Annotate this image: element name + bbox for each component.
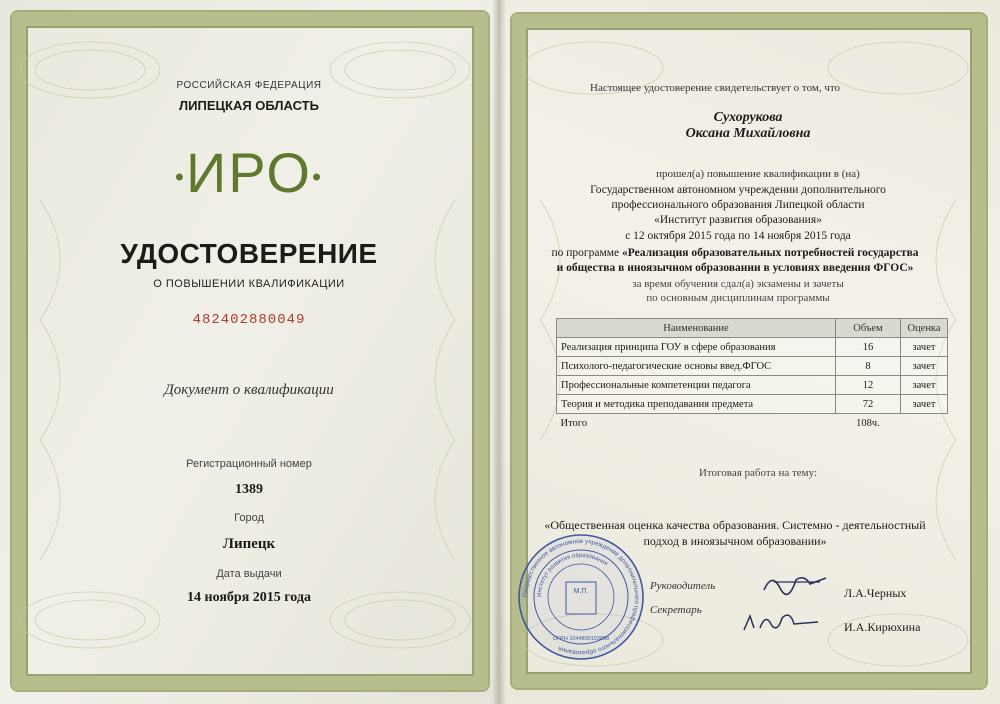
head-name: Л.А.Черных: [844, 586, 907, 600]
program-title-1: «Реализация образовательных потребностей государства: [621, 247, 919, 259]
final-work-label: Итоговая работа на тему:: [698, 467, 818, 479]
header-subject: Наименование: [557, 319, 836, 338]
intro-text: Настоящее удостоверение свидетельствует о том, что: [590, 82, 841, 94]
subject-grade: зачет: [901, 395, 948, 414]
header-grade: Оценка: [901, 319, 948, 338]
iro-logo: [0, 140, 498, 205]
subject-name: Реализация принципа ГОУ в сфере образования: [557, 338, 836, 357]
passed-text: прошел(а) повышение квалификации в (на): [656, 168, 860, 180]
subject-hours: 16: [836, 338, 901, 357]
table-header-row: [557, 319, 948, 338]
seal-center-text: М.П.: [573, 588, 589, 595]
secretary-signature: [742, 608, 822, 634]
training-dates: с 12 октября 2015 года по 14 ноября 2015 года: [625, 230, 851, 242]
logo-dot-left-icon: •: [174, 161, 187, 192]
seal-ogrn: ОГРН 1044800193898: [552, 636, 610, 642]
official-seal: [516, 532, 646, 662]
table-row: [557, 338, 948, 357]
holder-surname: Сухорукова: [713, 110, 783, 125]
serial-number: 482402880049: [192, 312, 306, 328]
subject-grade: зачет: [901, 376, 948, 395]
program-line-2: и общества в иноязычном образовании в условиях введения ФГОС»: [556, 262, 914, 274]
right-page: [498, 0, 1000, 704]
book-fold: [492, 0, 506, 704]
country-name: РОССИЙСКАЯ ФЕДЕРАЦИЯ: [176, 80, 322, 91]
document-type: Документ о квалификации: [164, 382, 334, 398]
issue-date: 14 ноября 2015 года: [187, 590, 311, 605]
head-signature: [760, 570, 830, 596]
issue-date-label: Дата выдачи: [216, 568, 282, 580]
subject-grade: зачет: [901, 357, 948, 376]
logo-text: ИРО: [186, 141, 312, 204]
organization-line-2: профессионального образования Липецкой области: [611, 199, 865, 211]
subject-hours: 72: [836, 395, 901, 414]
organization-line-3: «Институт развития образования»: [654, 214, 822, 226]
seal-outer-text: Государственное автономное учреждение дополнительного профессионального образования: [521, 537, 641, 657]
final-topic-line-2: подход в иноязычном образовании»: [643, 534, 827, 548]
document-title: УДОСТОВЕРЕНИЕ: [120, 238, 378, 269]
program-line-1: [500, 247, 970, 259]
table-row: [557, 395, 948, 414]
final-topic-line-1: «Общественная оценка качества образования. Системно - деятельностный: [544, 518, 926, 532]
subjects-table: [556, 318, 948, 432]
program-prefix: по программе: [551, 247, 620, 259]
table-row: [557, 357, 948, 376]
subject-name: Теория и методика преподавания предмета: [557, 395, 836, 414]
holder-given-names: Оксана Михайловна: [685, 126, 811, 141]
subject-hours: 12: [836, 376, 901, 395]
total-hours: 108ч.: [836, 414, 901, 433]
total-empty: [901, 414, 948, 433]
exams-line-2: по основным дисциплинам программы: [646, 292, 830, 304]
document-subtitle: О ПОВЫШЕНИИ КВАЛИФИКАЦИИ: [153, 278, 345, 290]
registration-number: 1389: [235, 482, 263, 497]
left-page: [0, 0, 498, 704]
total-label: Итого: [557, 414, 836, 433]
secretary-name: И.А.Кирюхина: [844, 620, 921, 634]
subject-name: Психолого-педагогические основы введ.ФГОС: [557, 357, 836, 376]
table-total-row: [557, 414, 948, 433]
exams-line-1: за время обучения сдал(а) экзамены и зачеты: [632, 278, 844, 290]
region-name: ЛИПЕЦКАЯ ОБЛАСТЬ: [179, 98, 319, 113]
organization-line-1: Государственном автономном учреждении дополнительного: [590, 184, 886, 196]
subject-grade: зачет: [901, 338, 948, 357]
header-hours: Объем: [836, 319, 901, 338]
subject-name: Профессиональные компетенции педагога: [557, 376, 836, 395]
subject-hours: 8: [836, 357, 901, 376]
city-value: Липецк: [222, 536, 276, 552]
left-page-border: [12, 12, 488, 690]
head-label: Руководитель: [650, 580, 716, 592]
registration-label: Регистрационный номер: [186, 458, 312, 470]
secretary-label: Секретарь: [650, 604, 702, 616]
table-row: [557, 376, 948, 395]
city-label: Город: [234, 512, 264, 524]
seal-inner-text: Институт развития образования: [536, 552, 609, 598]
logo-dot-right-icon: •: [311, 161, 324, 192]
